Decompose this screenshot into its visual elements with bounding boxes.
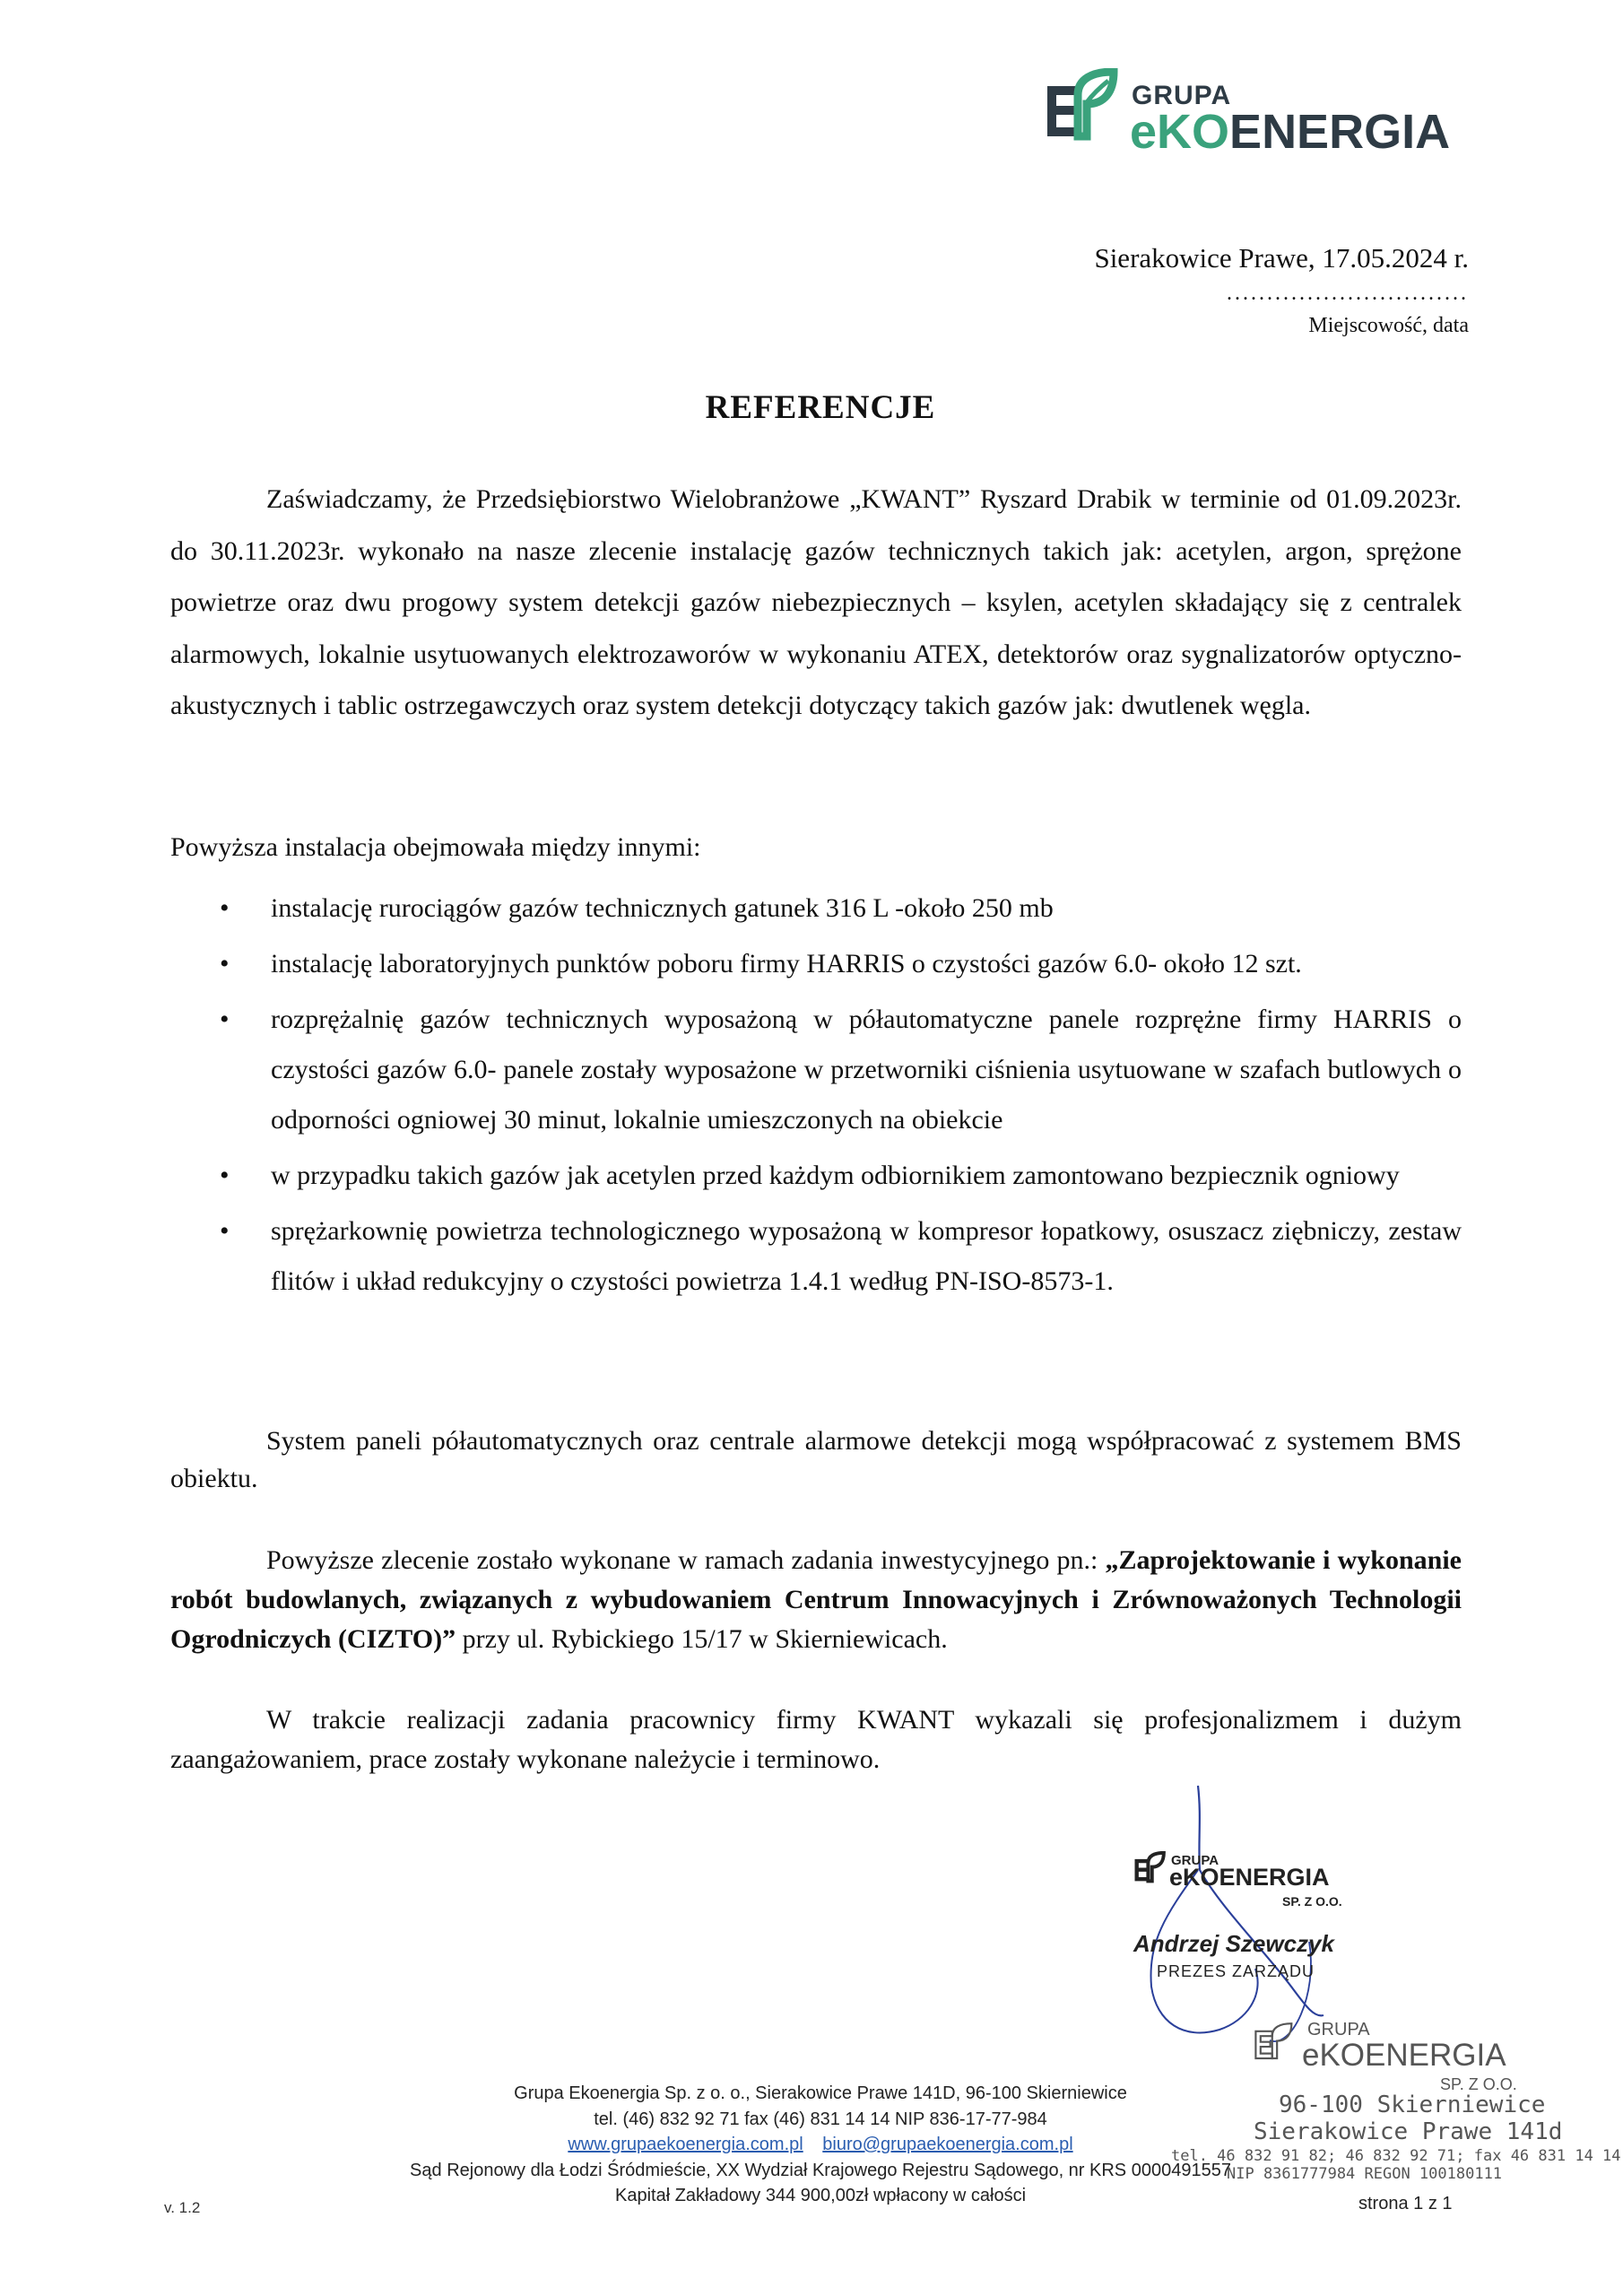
stamp-sp-text: SP. Z O.O. — [1282, 1894, 1342, 1909]
paragraph-3 — [170, 1541, 1462, 1659]
list-item: • instalację laboratoryjnych punktów poboru firmy HARRIS o czystości gazów 6.0- około 12 szt. — [170, 939, 1462, 989]
list-item: • sprężarkownię powietrza technologicznego wyposażoną w kompresor łopatkowy, osuszacz ziębniczy, zestaw flitów i układ redukcyjny o czystości powietrza 1.4.1 według PN-ISO-8573-1. — [170, 1206, 1462, 1307]
signer-name: Andrzej Szewczyk — [1133, 1930, 1334, 1957]
letter-footer — [314, 2081, 1327, 2209]
footer-contact: tel. (46) 832 92 71 fax (46) 831 14 14 NIP 836-17-77-984 — [594, 2109, 1047, 2129]
paragraph-4: W trakcie realizacji zadania pracownicy firmy KWANT wykazali się profesjonalizmem i dużym zaangażowaniem, prace zostały wykonane należycie i terminowo. — [170, 1705, 1462, 1774]
footer-links — [314, 2132, 1327, 2158]
list-item: • instalację rurociągów gazów technicznych gatunek 316 L -około 250 mb — [170, 883, 1462, 934]
place-date-label: Miejscowość, data — [1308, 314, 1469, 337]
ekoenergia-leaf-logo-icon — [1132, 1851, 1169, 1891]
list-intro: Powyższa instalacja obejmowała między innymi: — [170, 832, 701, 862]
footer-capital: Kapitał Zakładowy 344 900,00zł wpłacony w całości — [614, 2186, 1027, 2205]
document-title: REFERENCJE — [705, 389, 936, 426]
handwritten-signature — [1112, 1780, 1488, 2049]
scope-list — [170, 883, 1462, 1312]
paragraph-1: Zaświadczamy, że Przedsiębiorstwo Wielobranżowe „KWANT” Ryszard Drabik w terminie od 01.09.2023r. do 30.11.2023r. wykonało na nasze zlecenie instalację gazów technicznych takich jak: acetylen, argon, sprężone powietrze oraz dwu progowy system detekcji gazów niebezpiecznych – ksylen, acetylen składający się z centralek alarmowych, lokalnie usytuowanych elektrozaworów w wykonaniu ATEX, detektorów oraz sygnalizatorów optyczno- akustycznych i tablic ostrzegawczych oraz system detekcji dotyczący takich gazów jak: dwutlenek węgla. — [170, 484, 1462, 720]
email-link[interactable]: biuro@grupaekoenergia.com.pl — [822, 2135, 1073, 2154]
paragraph-3-tail: przy ul. Rybickiego 15/17 w Skierniewicach. — [456, 1624, 948, 1654]
date-dotted-line: .............................. — [1227, 282, 1469, 305]
footer-address: Grupa Ekoenergia Sp. z o. o., Sierakowice Prawe 141D, 96-100 Skierniewice — [514, 2083, 1127, 2103]
ekoenergia-leaf-logo-icon — [1252, 2022, 1298, 2070]
logo-name-text: eKOENERGIA — [1130, 105, 1451, 159]
paragraph-3-lead: Powyższe zlecenie zostało wykonane w ramach zadania inwestycyjnego pn.: — [266, 1545, 1106, 1575]
project-name: „Zaprojektowanie i wykonanie robót budowlanych, związanych z wybudowaniem Centrum Innowacyjnych i Zrównoważonych Technologii Ogrodniczych (CIZTO)” — [170, 1545, 1462, 1654]
company-stamp-ids: NIP 8361777984 REGON 100180111 — [1227, 2165, 1503, 2183]
company-stamp-city: 96-100 Skierniewice — [1279, 2092, 1546, 2118]
document-version: v. 1.2 — [164, 2199, 201, 2216]
list-item: • w przypadku takich gazów jak acetylen przed każdym odbiornikiem zamontowano bezpiecznik ogniowy — [170, 1151, 1462, 1201]
company-logo — [1040, 65, 1471, 172]
stamp-name-text: eKOENERGIA — [1169, 1864, 1330, 1891]
list-item: • rozprężalnię gazów technicznych wyposażoną w półautomatyczne panele rozprężne firmy HARRIS o czystości gazów 6.0- panele zostały wyposażone w przetworniki ciśnienia usytuowane w szafach butlowych o odporności ogniowej 30 minut, lokalnie umieszczonych na obiekcie — [170, 995, 1462, 1145]
footer-court: Sąd Rejonowy dla Łodzi Śródmieście, XX Wydział Krajowego Rejestru Sądowego, nr KRS 0000491557 — [410, 2160, 1231, 2180]
company-stamp-phones: tel. 46 832 91 82; 46 832 92 71; fax 46 831 14 14 — [1171, 2147, 1621, 2165]
letter-date: Sierakowice Prawe, 17.05.2024 r. — [1094, 242, 1469, 274]
company-stamp-grupa: GRUPA — [1307, 2020, 1370, 2039]
company-stamp-address: Sierakowice Prawe 141d — [1254, 2118, 1563, 2145]
signer-role: PREZES ZARZĄDU — [1157, 1962, 1315, 1980]
paragraph-2: System paneli półautomatycznych oraz centrale alarmowe detekcji mogą współpracować z systemem BMS obiektu. — [170, 1426, 1462, 1493]
company-stamp-name: eKOENERGIA — [1302, 2038, 1506, 2073]
website-link[interactable]: www.grupaekoenergia.com.pl — [568, 2135, 803, 2154]
ekoenergia-leaf-logo-icon — [1040, 68, 1126, 158]
page-number: strona 1 z 1 — [1358, 2194, 1453, 2213]
logo-grupa-text: GRUPA — [1132, 81, 1232, 110]
signature-stamp — [1132, 1848, 1356, 1910]
company-stamp-sp: SP. Z O.O. — [1440, 2075, 1517, 2093]
stamp-grupa-text: GRUPA — [1171, 1853, 1219, 1868]
